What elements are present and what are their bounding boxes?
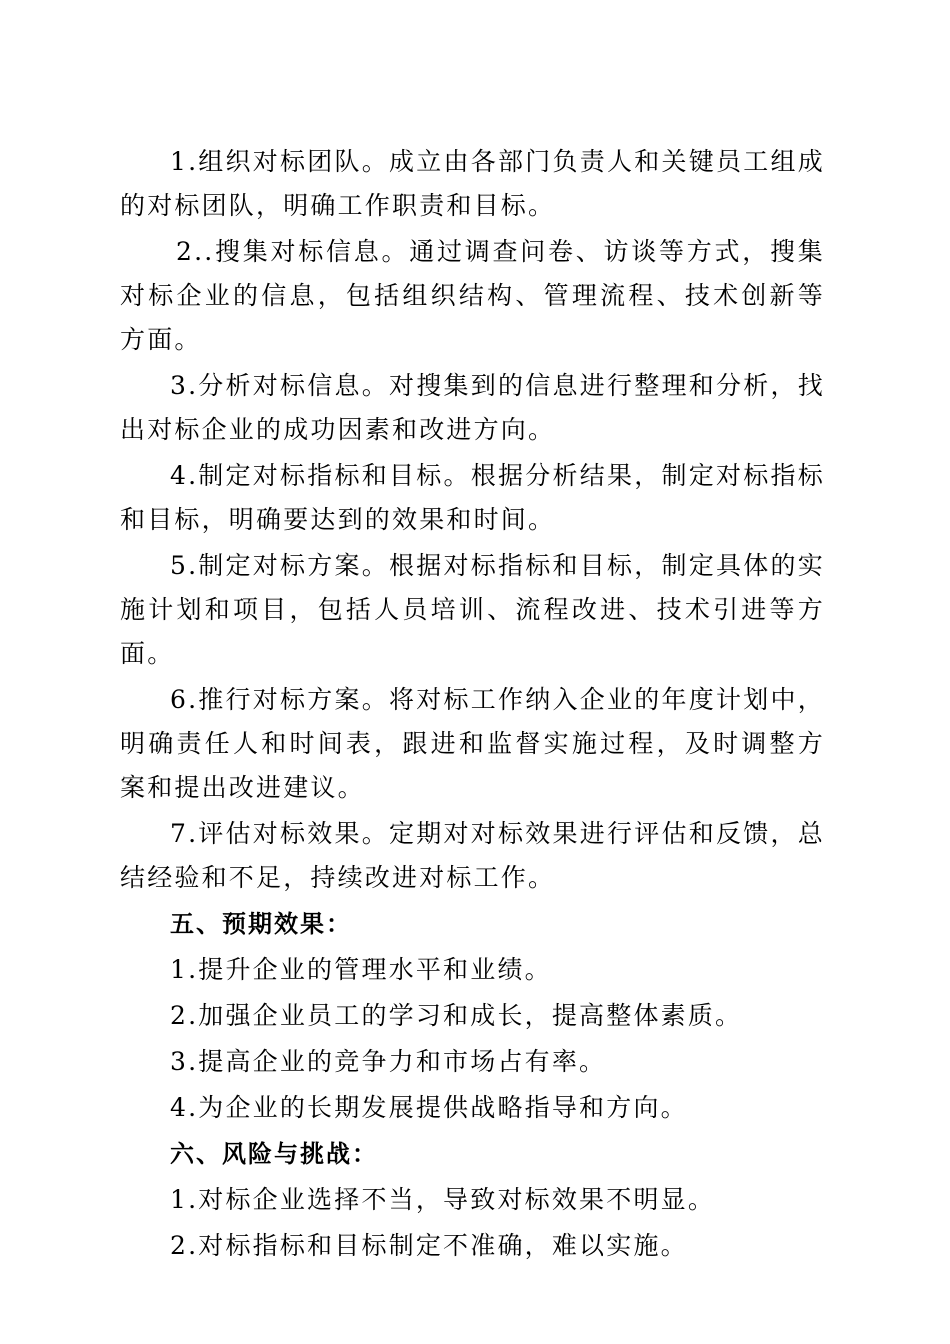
list-item: 4.为企业的长期发展提供战略指导和方向。 [170, 1093, 688, 1122]
step-paragraph: 2..搜集对标信息。通过调查问卷、访谈等方式，搜集对标企业的信息，包括组织结构、管理流程、技术创新等方面。 [120, 237, 825, 354]
section-heading-risks-challenges: 六、风险与挑战： [170, 1140, 378, 1168]
list-item: 3.提高企业的竞争力和市场占有率。 [170, 1047, 607, 1076]
step-paragraph: 5.制定对标方案。根据对标指标和目标，制定具体的实施计划和项目，包括人员培训、流程改进、技术引进等方面。 [120, 551, 825, 668]
list-item: 2.加强企业员工的学习和成长，提高整体素质。 [170, 1001, 743, 1030]
document-body [120, 140, 825, 1270]
list-item: 1.提升企业的管理水平和业绩。 [170, 955, 552, 984]
step-paragraph: 7.评估对标效果。定期对对标效果进行评估和反馈，总结经验和不足，持续改进对标工作。 [120, 819, 825, 892]
list-item: 1.对标企业选择不当，导致对标效果不明显。 [170, 1185, 716, 1214]
list-item: 2.对标指标和目标制定不准确，难以实施。 [170, 1231, 688, 1260]
step-paragraph: 3.分析对标信息。对搜集到的信息进行整理和分析，找出对标企业的成功因素和改进方向。 [120, 371, 825, 444]
step-paragraph: 4.制定对标指标和目标。根据分析结果，制定对标指标和目标，明确要达到的效果和时间。 [120, 461, 825, 534]
section-heading-expected-results: 五、预期效果： [170, 910, 352, 938]
step-paragraph: 1.组织对标团队。成立由各部门负责人和关键员工组成的对标团队，明确工作职责和目标。 [120, 147, 825, 220]
step-paragraph: 6.推行对标方案。将对标工作纳入企业的年度计划中，明确责任人和时间表，跟进和监督实施过程，及时调整方案和提出改进建议。 [120, 685, 825, 802]
